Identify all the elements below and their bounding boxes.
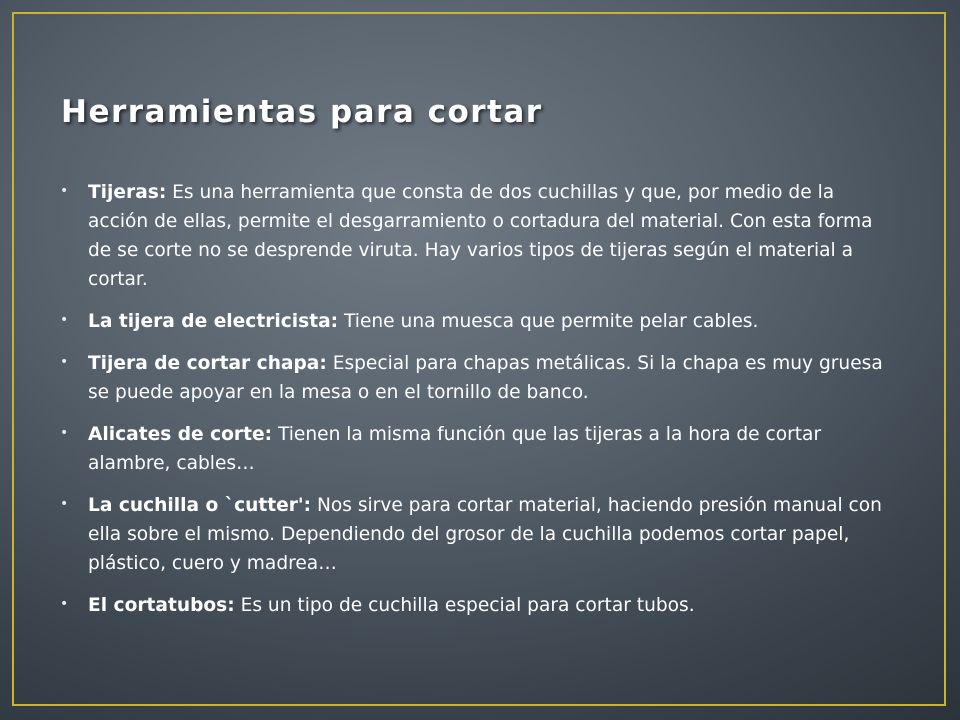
slide-title: Herramientas para cortar — [61, 94, 543, 130]
item-term: La tijera de electricista: — [88, 311, 339, 332]
bullet-icon: • — [60, 354, 69, 370]
bullet-icon: • — [60, 425, 69, 441]
item-text: Es una herramienta que consta de dos cuchillas y que, por medio de la acción de ellas, permite el desgarramiento o cortadura del material. Con esta forma de se corte no se desprende viruta. Hay varios tipos de tijeras según el material a cortar. — [88, 182, 873, 290]
item-term: La cuchilla o `cutter': — [88, 495, 312, 516]
item-term: El cortatubos: — [88, 595, 235, 616]
list-item — [60, 307, 900, 336]
bullet-list — [60, 178, 900, 633]
item-text: Nos sirve para cortar material, haciendo presión manual con ella sobre el mismo. Dependiendo del grosor de la cuchilla podemos cortar papel, plástico, cuero y madrea… — [88, 495, 882, 574]
item-term: Tijeras: — [88, 182, 167, 203]
item-text: Especial para chapas metálicas. Si la chapa es muy gruesa se puede apoyar en la mesa o en el tornillo de banco. — [88, 353, 883, 403]
list-item — [60, 420, 900, 478]
bullet-icon: • — [60, 596, 69, 612]
item-text: Tienen la misma función que las tijeras a la hora de cortar alambre, cables… — [88, 424, 822, 474]
list-item — [60, 591, 900, 620]
bullet-icon: • — [60, 183, 69, 199]
list-item — [60, 349, 900, 407]
bullet-icon: • — [60, 496, 69, 512]
list-item — [60, 178, 900, 294]
item-text: Tiene una muesca que permite pelar cables. — [338, 311, 759, 332]
item-term: Alicates de corte: — [88, 424, 273, 445]
item-text: Es un tipo de cuchilla especial para cortar tubos. — [234, 595, 695, 616]
list-item — [60, 491, 900, 578]
bullet-icon: • — [60, 312, 69, 328]
item-term: Tijera de cortar chapa: — [88, 353, 327, 374]
